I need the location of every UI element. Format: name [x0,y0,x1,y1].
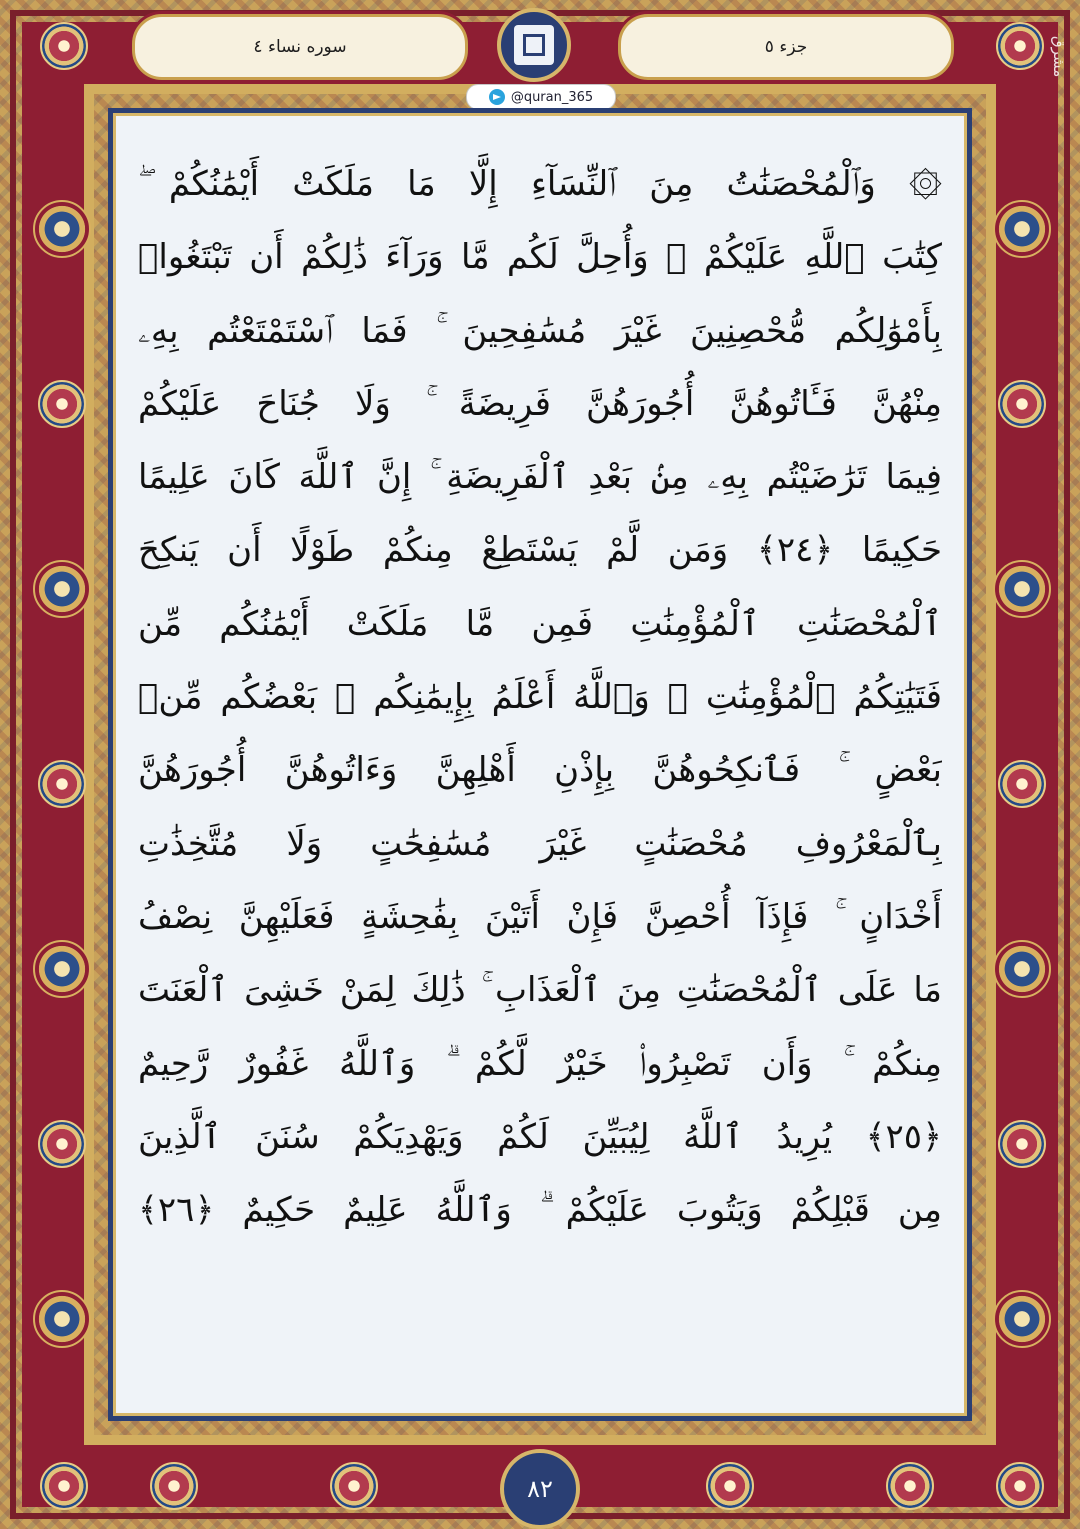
verse-line: مَا عَلَى ٱلْمُحْصَنَٰتِ مِنَ ٱلْعَذَابِ ۚ ذَٰلِكَ لِمَنْ خَشِىَ ٱلْعَنَتَ [138,970,942,1011]
verse-line: مِنكُمْ ۚ وَأَن تَصْبِرُوا۟ خَيْرٌ لَّكُمْ ۗ وَٱللَّهُ غَفُورٌ رَّحِيمٌ [138,1043,942,1084]
border-medallion-icon [33,560,91,618]
handle-text: @quran_365 [510,89,594,105]
border-medallion-icon [993,560,1051,618]
border-rosette-icon [38,760,86,808]
verse-line: ﴿٢٥﴾ يُرِيدُ ٱللَّهُ لِيُبَيِّنَ لَكُمْ وَيَهْدِيَكُمْ سُنَنَ ٱلَّذِينَ [138,1116,942,1157]
border-rosette-icon [998,760,1046,808]
juz-cartouche [618,14,954,80]
border-rosette-icon [330,1462,378,1510]
page-number-text: ٨٢ [527,1475,553,1503]
border-rosette-icon [998,1120,1046,1168]
border-medallion-icon [993,200,1051,258]
border-rosette-icon [38,1120,86,1168]
juz-label: جزء ٥ [764,37,808,57]
verse-line: بَعْضٍ ۚ فَٱنكِحُوهُنَّ بِإِذْنِ أَهْلِهِنَّ وَءَاتُوهُنَّ أُجُورَهُنَّ [138,750,942,791]
telegram-handle[interactable] [466,84,616,110]
border-rosette-icon [998,380,1046,428]
border-medallion-icon [993,1290,1051,1348]
corner-rosette-icon [40,22,88,70]
border-medallion-icon [33,1290,91,1348]
verse-line: مِنْهُنَّ فَـَٔاتُوهُنَّ أُجُورَهُنَّ فَرِيضَةً ۚ وَلَا جُنَاحَ عَلَيْكُمْ [138,383,942,424]
border-rosette-icon [150,1462,198,1510]
border-medallion-icon [993,940,1051,998]
surah-label: سوره نساء ٤ [253,37,347,57]
verse-line: حَكِيمًا ﴿٢٤﴾ وَمَن لَّمْ يَسْتَطِعْ مِنكُمْ طَوْلًا أَن يَنكِحَ [138,530,942,571]
channel-logo [497,8,571,82]
border-rosette-icon [706,1462,754,1510]
verse-line: بِٱلْمَعْرُوفِ مُحْصَنَٰتٍ غَيْرَ مُسَٰفِحَٰتٍ وَلَا مُتَّخِذَٰتِ [138,823,942,864]
verse-line: ۞ وَٱلْمُحْصَنَٰتُ مِنَ ٱلنِّسَآءِ إِلَّا مَا مَلَكَتْ أَيْمَٰنُكُمْ ۖ [138,164,942,204]
corner-rosette-icon [40,1462,88,1510]
verse-line: أَخْدَانٍ ۚ فَإِذَآ أُحْصِنَّ فَإِنْ أَتَيْنَ بِفَٰحِشَةٍ فَعَلَيْهِنَّ نِصْفُ [138,896,942,937]
border-rosette-icon [886,1462,934,1510]
surah-cartouche [132,14,468,80]
verse-lines [138,148,942,1247]
corner-rosette-icon [996,22,1044,70]
verse-line: كِتَٰبَ ٱللَّهِ عَلَيْكُمْ ۚ وَأُحِلَّ لَكُم مَّا وَرَآءَ ذَٰلِكُمْ أَن تَبْتَغُوا۟ [138,237,942,278]
verse-line: مِن قَبْلِكُمْ وَيَتُوبَ عَلَيْكُمْ ۗ وَٱللَّهُ عَلِيمٌ حَكِيمٌ ﴿٢٦﴾ [138,1190,942,1231]
page-number [500,1449,580,1529]
border-medallion-icon [33,200,91,258]
border-rosette-icon [38,380,86,428]
telegram-icon [489,89,505,105]
verse-line: فَتَيَٰتِكُمُ ٱلْمُؤْمِنَٰتِ ۚ وَٱللَّهُ أَعْلَمُ بِإِيمَٰنِكُم ۚ بَعْضُكُم مِّنۢ [138,677,942,718]
kufic-logo-icon [514,25,554,65]
verse-line: ٱلْمُحْصَنَٰتِ ٱلْمُؤْمِنَٰتِ فَمِن مَّا مَلَكَتْ أَيْمَٰنُكُم مِّن [138,603,942,644]
verse-line: بِأَمْوَٰلِكُم مُّحْصِنِينَ غَيْرَ مُسَٰفِحِينَ ۚ فَمَا ٱسْتَمْتَعْتُم بِهِۦ [138,310,942,351]
border-medallion-icon [33,940,91,998]
corner-rosette-icon [996,1462,1044,1510]
verse-line: فِيمَا تَرَٰضَيْتُم بِهِۦ مِنۢ بَعْدِ ٱلْفَرِيضَةِ ۚ إِنَّ ٱللَّهَ كَانَ عَلِيمًا [138,457,942,498]
watermark: مشرق [1050,36,1068,78]
